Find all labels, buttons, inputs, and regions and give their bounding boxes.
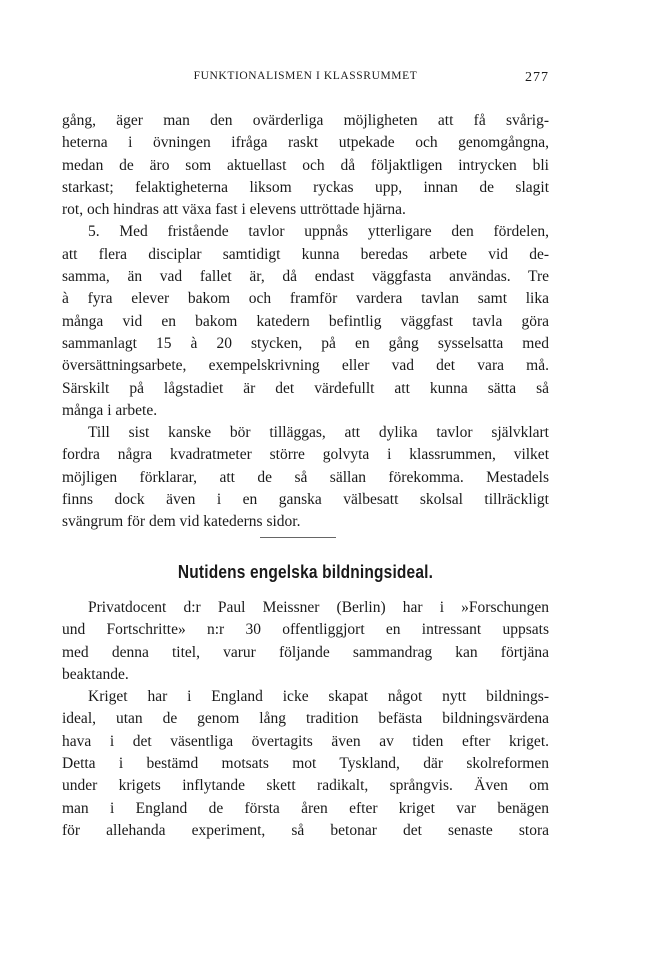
- text-line: under krigets inflytande skett radikalt, språngvis. Även om: [62, 777, 549, 795]
- text-line: Privatdocent d:r Paul Meissner (Berlin) har i »Forschungen: [88, 599, 549, 616]
- text-line: med denna titel, varur följande sammandrag kan förtjäna: [62, 643, 549, 661]
- text-line: starkast; felaktigheterna liksom ryckas upp, innan de slagit: [62, 178, 549, 196]
- text-line: att flera disciplar samtidigt kunna beredas arbete vid de-: [62, 245, 549, 263]
- text-line: heterna i övningen ifråga raskt utpekade och genomgångna,: [62, 134, 549, 152]
- running-head: [62, 70, 549, 90]
- text-line: 5. Med fristående tavlor uppnås ytterligare den fördelen,: [88, 223, 549, 241]
- text-line: Detta i bestämd motsats mot Tyskland, där skolreformen: [62, 755, 549, 773]
- text-line: för allehanda experiment, så betonar det senaste stora: [62, 821, 549, 839]
- running-title: FUNKTIONALISMEN I KLASSRUMMET: [193, 70, 418, 82]
- section-divider: [260, 537, 336, 538]
- text-line: gång, äger man den ovärderliga möjligheten att få svårig-: [62, 112, 549, 129]
- text-line: Kriget har i England icke skapat något nytt bildnings-: [88, 688, 549, 706]
- text-line: möjligen förklarar, att de så sällan förekomma. Mestadels: [62, 468, 549, 486]
- section-heading: Nutidens engelska bildningsideal.: [177, 562, 434, 582]
- text-line: rot, och hindras att växa fast i elevens uttröttade hjärna.: [62, 201, 406, 219]
- text-line: man i England de första åren efter kriget var benägen: [62, 799, 549, 817]
- text-line: många vid en bakom katedern befintlig väggfast tavla göra: [62, 312, 549, 330]
- section-1-text: [62, 110, 549, 534]
- text-line: à fyra elever bakom och framför vardera tavlan samt lika: [62, 290, 549, 308]
- text-line: Särskilt på lågstadiet är det värdefullt att kunna sätta så: [62, 379, 549, 397]
- text-line: und Fortschritte» n:r 30 offentliggjort en intressant uppsats: [62, 621, 549, 639]
- text-line: ideal, utan de genom lång tradition befästa bildningsvärdena: [62, 710, 549, 728]
- text-line: finns dock även i en ganska välbesatt skolsal tillräckligt: [62, 491, 549, 509]
- text-line: beaktande.: [62, 665, 129, 683]
- text-line: Till sist kanske bör tilläggas, att dylika tavlor självklart: [88, 424, 549, 442]
- text-line: hava i det väsentliga övertagits även av tiden efter kriget.: [62, 732, 549, 750]
- section-2-text: [62, 597, 549, 842]
- text-line: medan de äro som aktuellast och då följaktligen intrycken bli: [62, 156, 549, 174]
- page-number: 277: [525, 70, 549, 85]
- text-line: samma, än vad fallet är, då endast väggfasta användas. Tre: [62, 268, 549, 286]
- text-line: många i arbete.: [62, 401, 158, 419]
- text-line: svängrum för dem vid katederns sidor.: [62, 513, 301, 531]
- text-line: sammanlagt 15 à 20 stycken, på en gång sysselsatta med: [62, 334, 549, 352]
- text-line: fordra några kvadratmeter större golvyta i klassrummen, vilket: [62, 446, 549, 464]
- text-line: översättningsarbete, exempelskrivning eller vad det vara må.: [62, 357, 549, 375]
